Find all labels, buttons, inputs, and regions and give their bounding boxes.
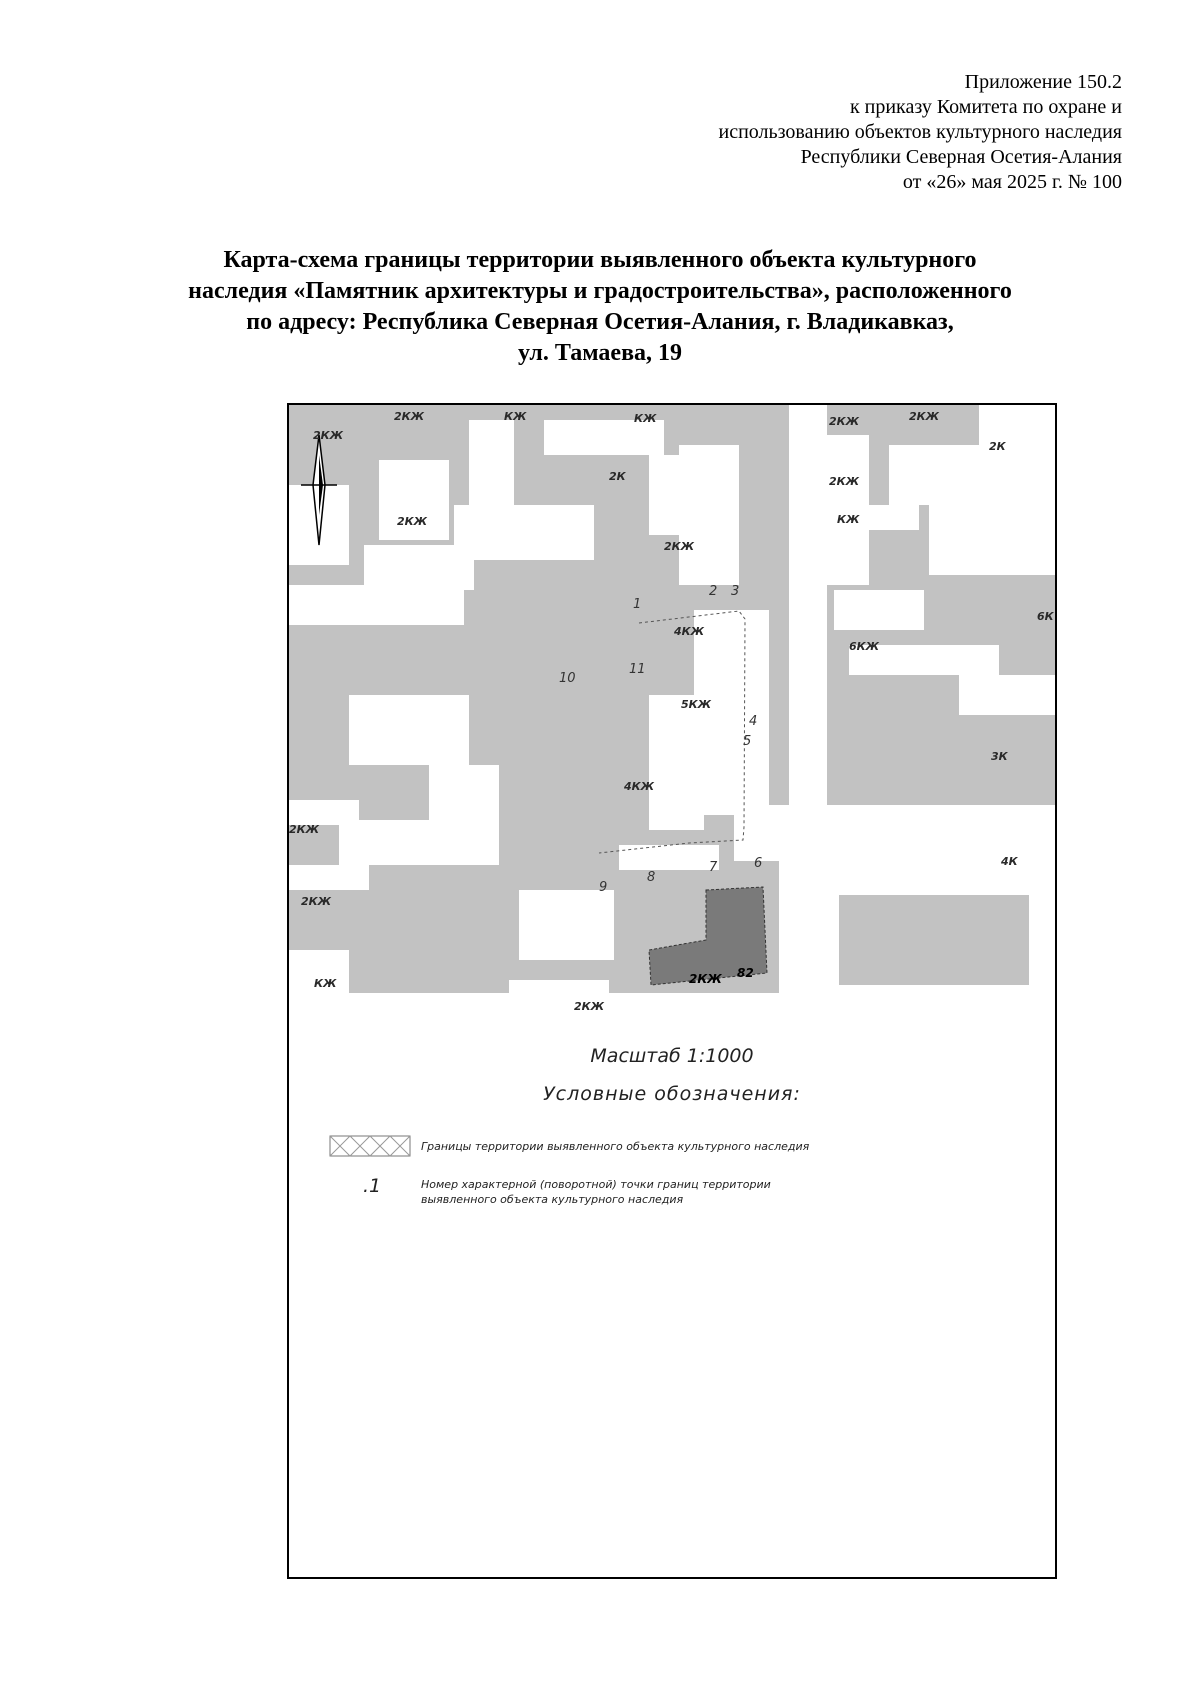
- city-map: [289, 405, 1055, 1017]
- map-label: КЖ: [837, 513, 860, 526]
- map-label: 2КЖ: [664, 540, 695, 553]
- map-label: 5КЖ: [681, 698, 712, 711]
- point-label: 1: [633, 597, 642, 612]
- map-label: 2КЖ: [313, 429, 344, 442]
- legend-title: Условные обозначения:: [543, 1083, 801, 1105]
- boundary-swatch-icon: [329, 1135, 411, 1157]
- point-label: 2: [709, 584, 718, 599]
- map-bottom-edge: [289, 993, 1055, 1017]
- map-label: 2КЖ: [909, 410, 940, 423]
- map-label: 2КЖ: [394, 410, 425, 423]
- legend-point-text: [421, 1177, 771, 1207]
- point-label: 9: [599, 880, 608, 895]
- legend-point-text-line: Номер характерной (поворотной) точки границ территории: [421, 1178, 771, 1191]
- map-label: 2КЖ: [574, 1000, 605, 1013]
- map-label: 4КЖ: [624, 780, 655, 793]
- title-line: по адресу: Республика Северная Осетия-Алания, г. Владикавказ,: [246, 309, 954, 335]
- header-line: от «26» мая 2025 г. № 100: [902, 171, 1122, 193]
- map-label: 2КЖ: [829, 475, 860, 488]
- map-label: 2КЖ: [301, 895, 332, 908]
- object-label: 2КЖ: [689, 972, 722, 986]
- object-number: 82: [737, 966, 754, 980]
- point-label: 5: [743, 734, 752, 749]
- map-scale: Масштаб 1:1000: [590, 1045, 754, 1067]
- appendix-header: [422, 70, 1122, 195]
- map-frame: [287, 403, 1057, 1579]
- map-label: 4КЖ: [674, 625, 705, 638]
- point-label: 8: [647, 870, 656, 885]
- title-line: Карта-схема границы территории выявленного объекта культурного: [223, 247, 977, 273]
- map-label: 2КЖ: [829, 415, 860, 428]
- header-line: Республики Северная Осетия-Алания: [800, 146, 1122, 168]
- point-label: 10: [559, 671, 576, 686]
- point-marker: .1: [363, 1175, 382, 1197]
- map-label: 2КЖ: [289, 823, 320, 836]
- map-label: 3К: [991, 750, 1008, 763]
- map-label: 6К: [1037, 610, 1054, 623]
- map-label: 2К: [989, 440, 1006, 453]
- point-label: 3: [731, 584, 740, 599]
- header-line: использованию объектов культурного наследия: [718, 121, 1122, 143]
- map-label: КЖ: [314, 977, 337, 990]
- legend-point-text-line: выявленного объекта культурного наследия: [421, 1193, 684, 1206]
- title-line: ул. Тамаева, 19: [517, 340, 683, 366]
- map-label: 6КЖ: [849, 640, 880, 653]
- map-label: КЖ: [504, 410, 527, 423]
- map-label: КЖ: [634, 412, 657, 425]
- header-line: Приложение 150.2: [964, 71, 1122, 93]
- point-label: 6: [754, 856, 763, 871]
- legend-boundary-text: Границы территории выявленного объекта культурного наследия: [421, 1140, 810, 1153]
- map-label: 4К: [1001, 855, 1018, 868]
- point-label: 7: [709, 860, 718, 875]
- title-line: наследия «Памятник архитектуры и градостроительства», расположенного: [188, 278, 1012, 304]
- point-label: 4: [749, 714, 758, 729]
- map-label: 2К: [609, 470, 626, 483]
- point-label: 11: [629, 662, 646, 677]
- map-label: 2КЖ: [397, 515, 428, 528]
- document-title: [100, 245, 1100, 369]
- header-line: к приказу Комитета по охране и: [849, 96, 1122, 118]
